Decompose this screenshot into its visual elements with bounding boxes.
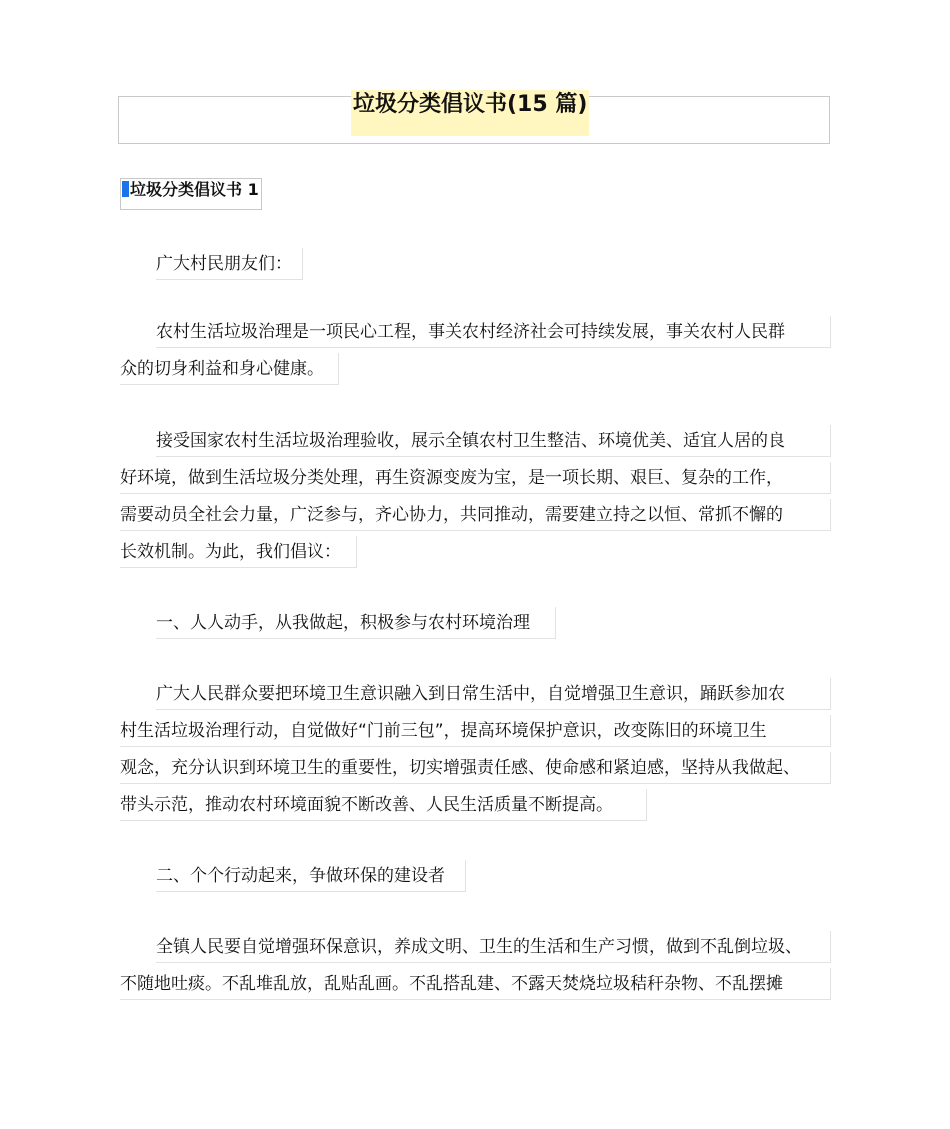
section-heading-text: 垃圾分类倡议书 1 — [130, 180, 259, 199]
paragraph-line: 众的切身利益和身心健康。 — [120, 353, 339, 385]
paragraph-line: 好环境，做到生活垃圾分类处理，再生资源变废为宝，是一项长期、艰巨、复杂的工作， — [120, 462, 831, 494]
paragraph-line: 农村生活垃圾治理是一项民心工程，事关农村经济社会可持续发展，事关农村人民群 — [156, 316, 831, 348]
paragraph-line: 带头示范，推动农村环境面貌不断改善、人民生活质量不断提高。 — [120, 789, 647, 821]
paragraph-line: 村生活垃圾治理行动，自觉做好“门前三包”，提高环境保护意识，改变陈旧的环境卫生 — [120, 715, 831, 747]
section-heading — [120, 178, 262, 210]
document-title: 垃圾分类倡议书(15 篇) — [351, 90, 589, 136]
paragraph-line: 长效机制。为此，我们倡议： — [120, 536, 357, 568]
text-cursor-marker — [122, 181, 129, 197]
subheading-line: 一、人人动手，从我做起，积极参与农村环境治理 — [156, 607, 556, 639]
paragraph-line: 不随地吐痰。不乱堆乱放，乱贴乱画。不乱搭乱建、不露天焚烧垃圾秸秆杂物、不乱摆摊 — [120, 968, 831, 1000]
paragraph-line: 广大人民群众要把环境卫生意识融入到日常生活中，自觉增强卫生意识，踊跃参加农 — [156, 678, 831, 710]
subheading-line: 二、个个行动起来，争做环保的建设者 — [156, 860, 466, 892]
paragraph-line: 观念，充分认识到环境卫生的重要性，切实增强责任感、使命感和紧迫感，坚持从我做起、 — [120, 752, 831, 784]
salutation-line: 广大村民朋友们： — [156, 248, 303, 280]
paragraph-line: 全镇人民要自觉增强环保意识，养成文明、卫生的生活和生产习惯，做到不乱倒垃圾、 — [156, 931, 831, 963]
paragraph-line: 需要动员全社会力量，广泛参与，齐心协力，共同推动，需要建立持之以恒、常抓不懈的 — [120, 499, 831, 531]
paragraph-line: 接受国家农村生活垃圾治理验收，展示全镇农村卫生整洁、环境优美、适宜人居的良 — [156, 425, 831, 457]
